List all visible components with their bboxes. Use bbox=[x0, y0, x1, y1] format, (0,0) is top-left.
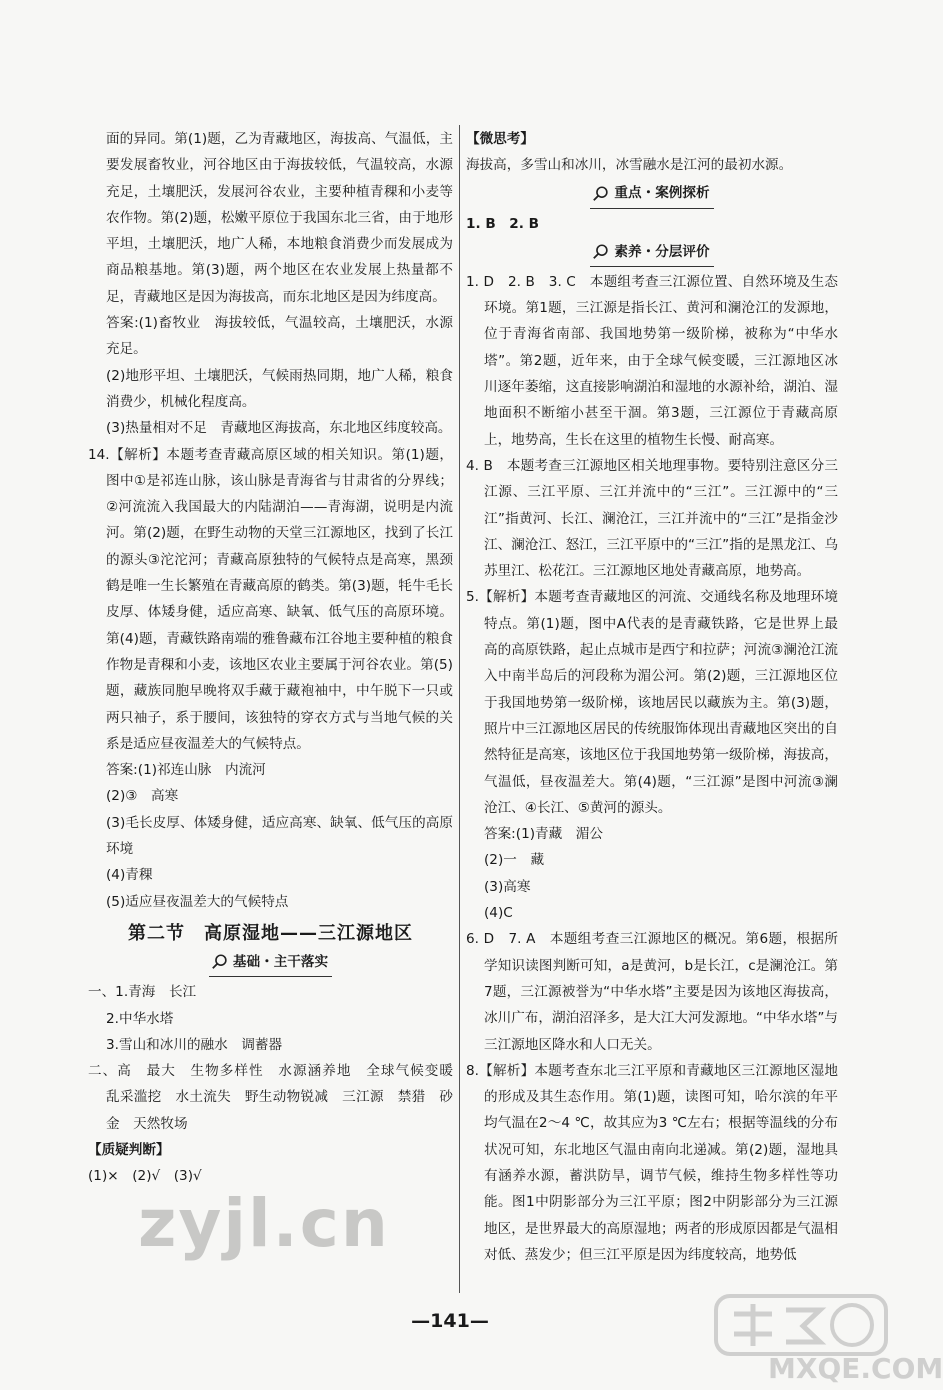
left-paragraph: 答案:(1)祁连山脉 内流河 bbox=[106, 762, 266, 779]
left-paragraph: (2)③ 高寒 bbox=[106, 788, 179, 805]
column-divider bbox=[459, 125, 460, 1293]
left_after-paragraph: 二、高 最大 生物多样性 水源涵养地 全球气候变暖 乱采滥挖 水土流失 野生动物锐减 三江源 禁猎 砂金 天然牧场 bbox=[88, 1063, 467, 1132]
watermark-zyjl: zyjl.cn bbox=[138, 1185, 390, 1262]
left-paragraph: (5)适应昼夜温差大的气候特点 bbox=[106, 893, 289, 910]
right_tail-paragraph: 答案:(1)青藏 湄公 bbox=[484, 826, 603, 843]
right-tail-paragraphs bbox=[466, 269, 838, 1268]
section-label: 素养・分层评价 bbox=[614, 243, 710, 260]
left-paragraph: 答案:(1)畜牧业 海拔较低，气温较高，土壤肥沃，水源充足。 bbox=[106, 315, 453, 358]
page-number: —141— bbox=[411, 1310, 489, 1332]
right_head-paragraph: 海拔高，多雪山和冰川，冰雪融水是江河的最初水源。 bbox=[466, 157, 793, 174]
left_after-paragraph: 【质疑判断】 bbox=[88, 1141, 170, 1158]
right-head-paragraphs bbox=[466, 126, 838, 179]
right_tail-paragraph: 1. D 2. B 3. C 本题组考查三江源位置、自然环境及生态环境。第1题，三江源是指长江、黄河和澜沧江的发源地，位于青海省南部、我国地势第一级阶梯，被称为“中华水塔”。第2题，近年来，由于全球气候变暖，三江源地区冰川逐年萎缩，这直接影响湖泊和湿地的水源补给，湖泊、湿地面积不断缩小甚至干涸。第3题，三江源位于青藏高原上，地势高，生长在这里的植物生长慢、耐高寒。 bbox=[466, 273, 838, 448]
magnifier-icon bbox=[211, 953, 229, 971]
left-paragraph: (2)地形平坦、土壤肥沃，气候雨热同期，地广人稀，粮食消费少，机械化程度高。 bbox=[106, 367, 453, 410]
right_tail-paragraph: (2)一 藏 bbox=[484, 852, 545, 869]
magnifier-icon bbox=[592, 243, 610, 261]
watermark-logo bbox=[712, 1290, 892, 1360]
left-paragraph: (4)青稞 bbox=[106, 867, 153, 884]
right_head-paragraph: 【微思考】 bbox=[466, 131, 534, 147]
chapter-title: 第二节 高原湿地——三江源地区 bbox=[128, 922, 413, 944]
left-paragraph: 面的异同。第(1)题，乙为青藏地区，海拔高、气温低，主要发展畜牧业，河谷地区由于海拔较低，气温较高，水源充足，土壤肥沃，发展河谷农业，主要种植青稞和小麦等农作物。第(2)题，松嫩平原位于我国东北三省，由于地形平坦，土壤肥沃，地广人稀，本地粮食消费少而发展成为商品粮基地。第(3)题，两个地区在农业发展上热量都不足，青藏地区是因为海拔高，而东北地区是因为纬度高。 bbox=[106, 131, 453, 305]
section-header-zhongdian bbox=[466, 181, 838, 209]
left-paragraph: (3)毛长皮厚、体矮身健，适应高寒、缺氧、低气压的高原环境 bbox=[106, 814, 453, 858]
right_tail-paragraph: 5.【解析】本题考查青藏地区的河流、交通线名称及地理环境特点。第(1)题，图中A代表的是青藏铁路，它是世界上最高的高原铁路，起止点城市是西宁和拉萨；河流③澜沧江流入中南半岛后的河段称为湄公河。第(2)题，三江源地区位于我国地势第一级阶梯，该地居民以藏族为主。第(3)题，照片中三江源地区居民的传统服饰体现出青藏地区突出的自然特征是高寒，该地区位于我国地势第一级阶梯，海拔高，气温低，昼夜温差大。第(4)题，“三江源”是图中河流③澜沧江、④长江、⑤黄河的源头。 bbox=[466, 589, 838, 816]
right_tail-paragraph: 6. D 7. A 本题组考查三江源地区的概况。第6题，根据所学知识读图判断可知，a是黄河，b是长江，c是澜沧江。第7题，三江源被誉为“中华水塔”主要是因为该地区海拔高，冰川广布，湖泊沼泽多，是大江大河发源地。“中华水塔”与三江源地区降水和人口无关。 bbox=[466, 931, 838, 1053]
watermark-mxqe: MXQE.COM bbox=[768, 1352, 943, 1385]
right-column bbox=[466, 126, 838, 1268]
left-paragraphs bbox=[88, 126, 453, 915]
right_tail-paragraph: (3)高寒 bbox=[484, 878, 531, 895]
section-label: 重点・案例探析 bbox=[614, 185, 710, 202]
right_tail-paragraph: 8.【解析】本题考查东北三江平原和青藏地区三江源地区湿地的形成及其生态作用。第(1)题，读图可知，哈尔滨的年平均气温在2～4 ℃，故其应为3 ℃左右；根据等温线的分布状况可知，东北地区气温由南向北递减。第(2)题，湿地具有涵养水源，蓄洪防旱，调节气候，维持生物多样性等功能。图1中阴影部分为三江平原；图2中阴影部分为三江源地区，是世界最大的高原湿地；两者的形成原因都是气温相对低、蒸发少；但三江平原是因为纬度较高，地势低 bbox=[466, 1062, 838, 1263]
right_tail-paragraph: (4)C bbox=[484, 905, 513, 922]
section-header-jichu bbox=[88, 949, 453, 977]
right_mid-paragraph: 1. B 2. B bbox=[466, 215, 540, 232]
left-answers bbox=[88, 979, 467, 1189]
right_tail-paragraph: 4. B 本题考查三江源地区相关地理事物。要特别注意区分三江源、三江平原、三江并流中的“三江”。三江源中的“三江”指黄河、长江、澜沧江，三江并流中的“三江”是指金沙江、澜沧江、怒江，三江平原中的“三江”指的是黑龙江、乌苏里江、松花江。三江源地区地处青藏高原，地势高。 bbox=[466, 457, 838, 580]
section-header-suyang bbox=[466, 239, 838, 267]
section-label: 基础・主干落实 bbox=[232, 954, 329, 971]
left_after-paragraph: 3.雪山和冰川的融水 调蓄器 bbox=[106, 1036, 283, 1053]
left-paragraph: 14.【解析】本题考查青藏高原区域的相关知识。第(1)题，图中①是祁连山脉，该山脉是青海省与甘肃省的分界线；②河流流入我国最大的内陆湖泊——青海湖，说明是内流河。第(2)题，在野生动物的天堂三江源地区，找到了长江的源头③沱沱河；青藏高原独特的气候特点是高寒，黑颈鹤是唯一生长繁殖在青藏高原的鹤类。第(3)题，牦牛毛长皮厚、体矮身健，适应高寒、缺氧、低气压的高原环境。第(4)题，青藏铁路南端的雅鲁藏布江谷地主要种植的粮食作物是青稞和小麦，该地区农业主要属于河谷农业。第(5)题，藏族同胞早晚将双手藏于藏袍袖中，中午脱下一只或两只袖子，系于腰间，该独特的穿衣方式与当地气候的关系是适应昼夜温差大的气候特点。 bbox=[88, 446, 453, 752]
magnifier-icon bbox=[592, 185, 610, 203]
left-column bbox=[88, 126, 467, 1190]
left-paragraph: (3)热量相对不足 青藏地区海拔高，东北地区纬度较高。 bbox=[106, 420, 452, 437]
left_after-paragraph: 2.中华水塔 bbox=[106, 1010, 174, 1027]
left_after-paragraph: (1)× (2)√ (3)√ bbox=[88, 1168, 202, 1185]
left_after-paragraph: 一、1.青海 长江 bbox=[88, 984, 197, 1001]
right-mid-paragraphs bbox=[466, 211, 838, 237]
